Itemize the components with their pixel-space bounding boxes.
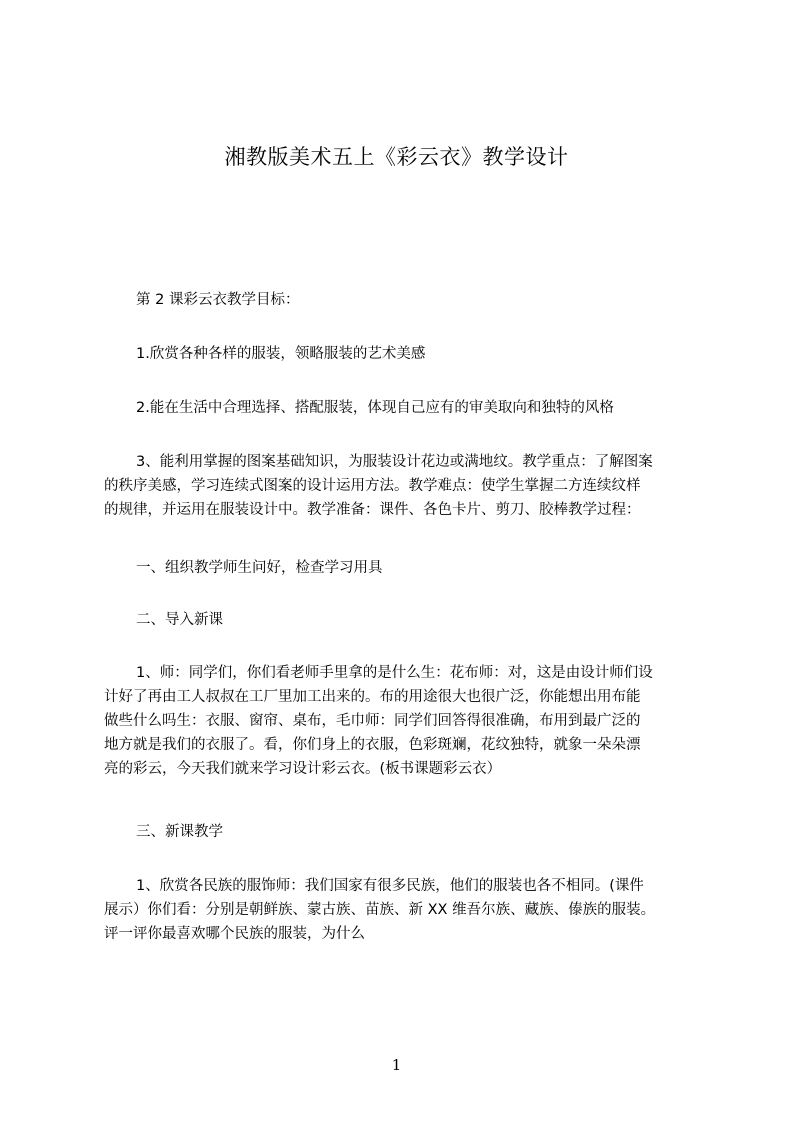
paragraph-line: 计好了再由工人叔叔在工厂里加工出来的。布的用途很大也很广泛，你能想出用布能: [104, 689, 641, 705]
paragraph-line: 做些什么吗生：衣服、窗帘、桌布，毛巾师：同学们回答得很准确，布用到最广泛的: [104, 713, 641, 729]
paragraph-line: 的秩序美感，学习连续式图案的设计运用方法。教学难点：使学生掌握二方连续纹样: [104, 478, 641, 494]
step-3-heading: 三、新课教学: [136, 824, 223, 840]
page-number: 1: [391, 1056, 402, 1074]
step-2-heading: 二、导入新课: [136, 612, 223, 628]
goal-3-paragraph: [104, 450, 692, 522]
goal-2: 2.能在生活中合理选择、搭配服装，体现自己应有的审美取向和独特的风格: [136, 400, 614, 416]
paragraph-line: 3、能利用掌握的图案基础知识，为服装设计花边或满地纹。教学重点：了解图案: [136, 454, 653, 470]
paragraph-line: 评一评你最喜欢哪个民族的服装，为什么: [104, 926, 365, 942]
step-1-heading: 一、组织教学师生问好，检查学习用具: [136, 560, 383, 576]
paragraph-line: 的规律，并运用在服装设计中。教学准备：课件、各色卡片、剪刀、胶棒教学过程：: [104, 502, 641, 518]
paragraph-line: 亮的彩云，今天我们就来学习设计彩云衣。(板书课题彩云衣）: [104, 761, 502, 777]
step-3-1-paragraph: [104, 874, 692, 946]
goals-heading: 第 2 课彩云衣教学目标：: [136, 292, 300, 308]
paragraph-line: 地方就是我们的衣服了。看，你们身上的衣服，色彩斑斓，花纹独特，就象一朵朵漂: [104, 737, 641, 753]
document-title: 湘教版美术五上《彩云衣》教学设计: [224, 145, 569, 169]
paragraph-line: 展示）你们看：分别是朝鲜族、蒙古族、苗族、新 XX 维吾尔族、藏族、傣族的服装。: [104, 902, 656, 918]
step-2-1-paragraph: [104, 661, 692, 781]
paragraph-line: 1、欣赏各民族的服饰师：我们国家有很多民族，他们的服装也各不相同。(课件: [136, 878, 644, 894]
paragraph-line: 1、师：同学们，你们看老师手里拿的是什么生：花布师：对，这是由设计师们设: [136, 665, 653, 681]
goal-1: 1.欣赏各种各样的服装，领略服装的艺术美感: [136, 346, 426, 362]
